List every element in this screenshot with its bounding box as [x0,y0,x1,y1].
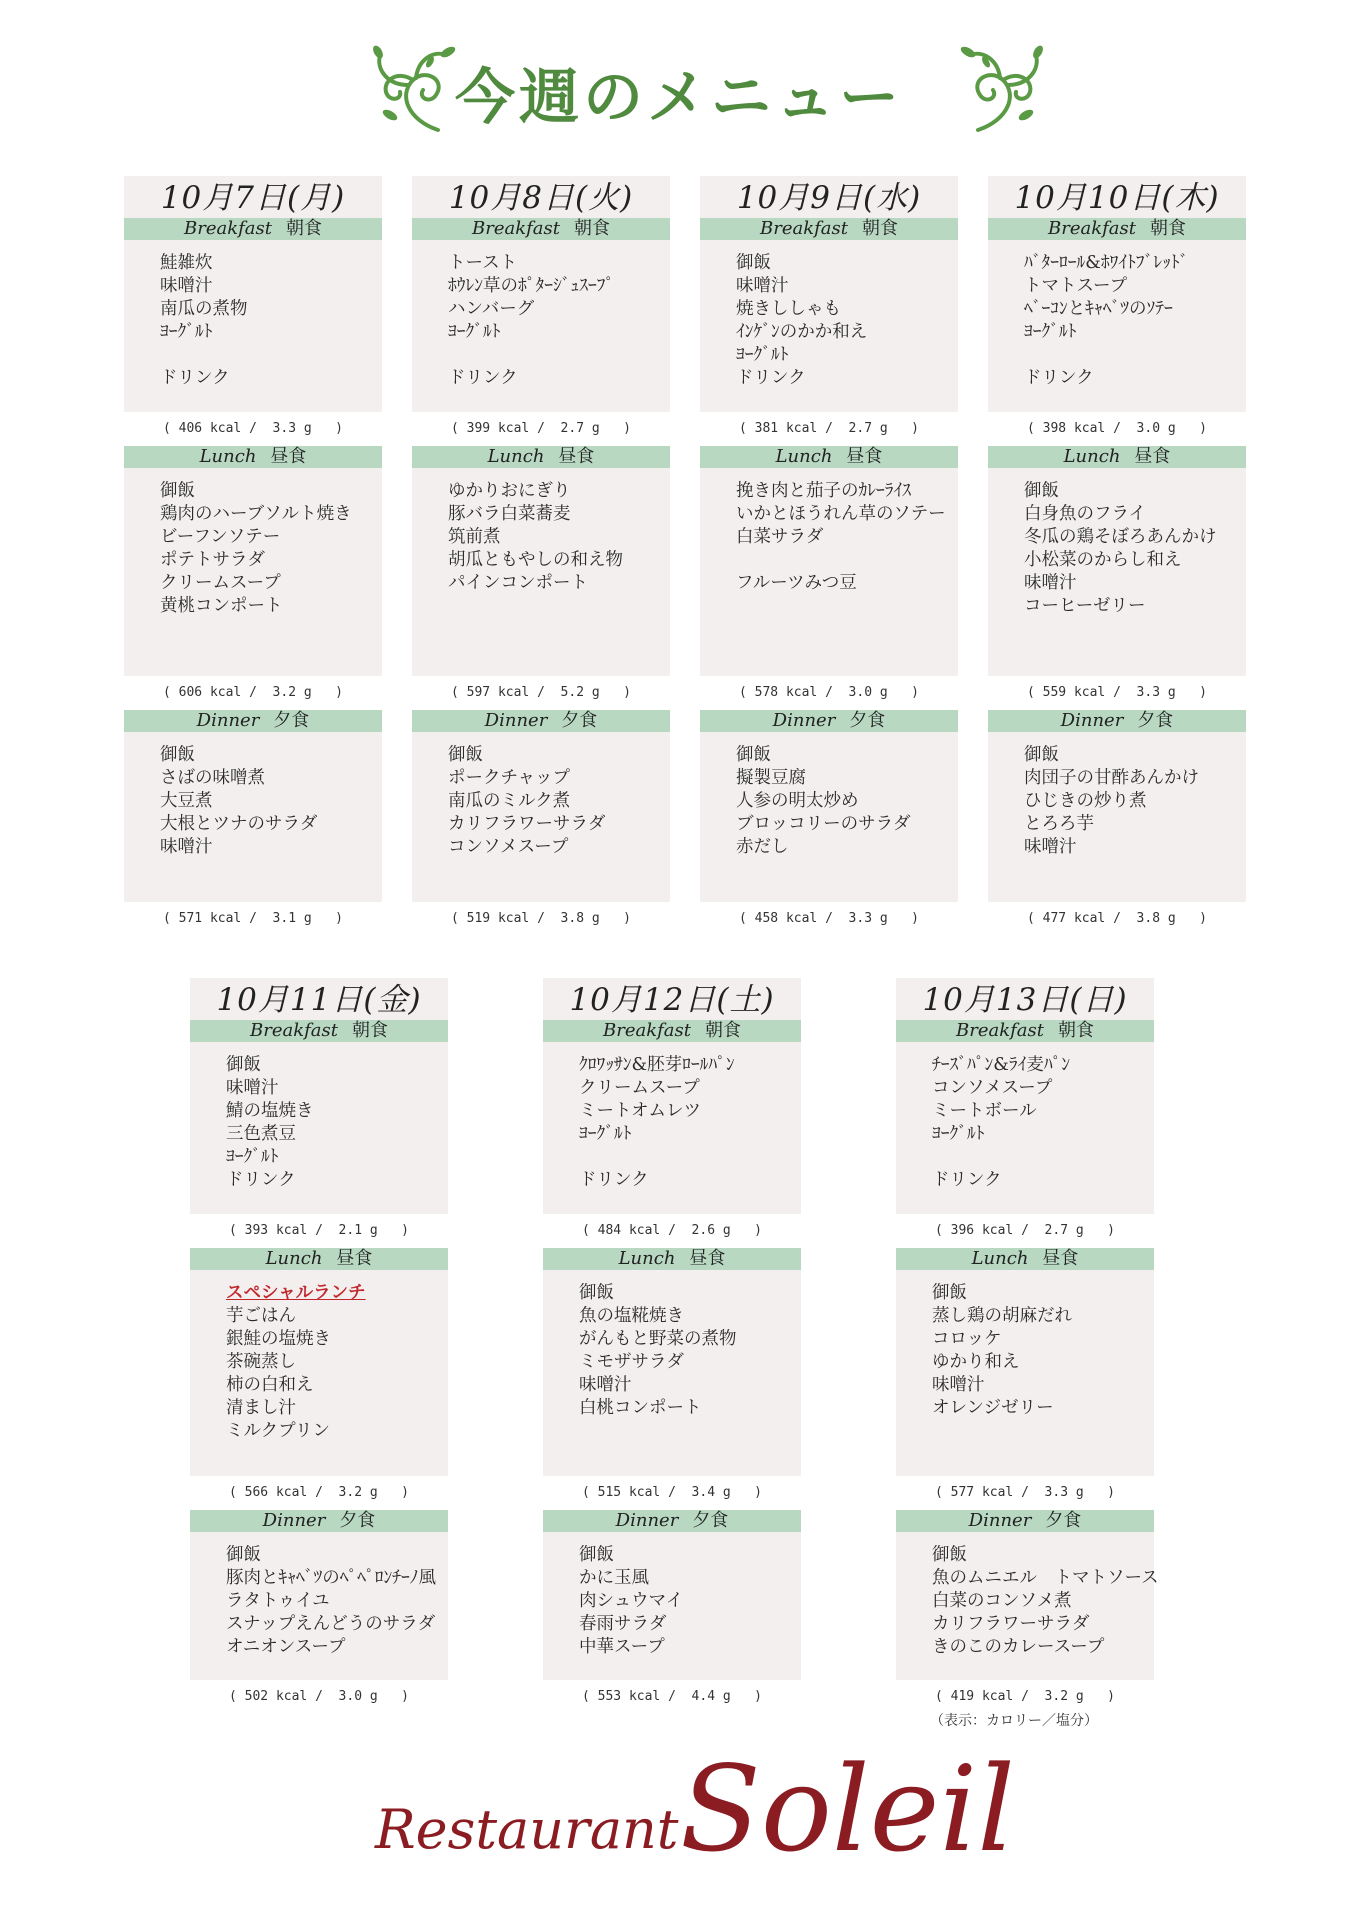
meal-label-jp: 夕食 [339,1510,376,1531]
day-date: 10月9日(水) [700,176,958,218]
lunch-items [190,1270,448,1476]
breakfast-items [412,240,670,412]
breakfast-nutrition: ( 406 kcal / 3.3 g ) [162,421,343,436]
menu-item: 御飯 [736,253,771,273]
day-date: 10月11日(金) [190,978,448,1020]
menu-item: 芋ごはん [226,1306,296,1326]
meal-label-en: Dinner [1060,710,1124,731]
menu-spacer [160,344,382,367]
day-date: 10月13日(日) [896,978,1154,1020]
meal-label-en: Lunch [265,1248,323,1269]
menu-item: パインコンポート [448,573,588,593]
menu-item: 大豆煮 [160,791,213,811]
meal-label-jp: 昼食 [1134,446,1171,467]
menu-item: 御飯 [932,1283,967,1303]
lunch-items [896,1270,1154,1476]
menu-item: 三色煮豆 [226,1124,296,1144]
menu-item: 味噌汁 [160,837,213,857]
meal-label-jp: 夕食 [561,710,598,731]
breakfast-nutrition: ( 398 kcal / 3.0 g ) [1026,421,1207,436]
menu-item: かに玉風 [579,1568,649,1588]
dinner-header [412,710,670,732]
menu-item: ｸﾛﾜｯｻﾝ&胚芽ﾛｰﾙﾊﾟﾝ [579,1055,735,1075]
dinner-header [190,1510,448,1532]
menu-item: 味噌汁 [736,276,789,296]
dinner-nutrition: ( 502 kcal / 3.0 g ) [228,1689,409,1704]
menu-item: とろろ芋 [1024,814,1094,834]
menu-spacer [736,549,958,572]
menu-item: ドリンク [226,1170,296,1190]
menu-item: 味噌汁 [579,1375,632,1395]
menu-item: 御飯 [579,1283,614,1303]
breakfast-header [896,1020,1154,1042]
lunch-items [124,468,382,676]
day-card [412,176,670,936]
menu-item: コーヒーゼリー [1024,596,1146,616]
meal-label-jp: 昼食 [689,1248,726,1269]
breakfast-header [700,218,958,240]
menu-item: 擬製豆腐 [736,768,806,788]
meal-label-jp: 朝食 [352,1020,388,1041]
menu-item: 大根とツナのサラダ [160,814,318,834]
meal-label-jp: 夕食 [692,1510,729,1531]
breakfast-items [124,240,382,412]
lunch-nutrition: ( 606 kcal / 3.2 g ) [162,685,343,700]
menu-item: コンソメスープ [932,1078,1053,1098]
lunch-items [988,468,1246,676]
breakfast-items [988,240,1246,412]
breakfast-header [412,218,670,240]
meal-label-en: Dinner [196,710,260,731]
menu-item: ドリンク [932,1170,1002,1190]
day-card [190,978,448,1714]
menu-item: 銀鮭の塩焼き [226,1329,331,1349]
lunch-header [124,446,382,468]
day-date: 10月10日(木) [988,176,1246,218]
breakfast-items [543,1042,801,1214]
menu-item: 胡瓜ともやしの和え物 [448,550,623,570]
menu-item: トースト [448,253,518,273]
dinner-items [543,1532,801,1680]
menu-item: ｲﾝｹﾞﾝのかか和え [736,322,868,342]
menu-item: ラタトゥイユ [226,1591,330,1611]
menu-item: 御飯 [579,1545,614,1565]
menu-item: 鮭雑炊 [160,253,213,273]
menu-item: 柿の白和え [226,1375,314,1395]
meal-label-en: Dinner [615,1510,679,1531]
menu-item: オレンジゼリー [932,1398,1054,1418]
menu-item: ポテトサラダ [160,550,265,570]
lunch-items [543,1270,801,1476]
menu-spacer [579,1146,801,1169]
dinner-nutrition: ( 553 kcal / 4.4 g ) [581,1689,762,1704]
menu-item: フルーツみつ豆 [736,573,857,593]
menu-item: カリフラワーサラダ [448,814,606,834]
dinner-nutrition: ( 519 kcal / 3.8 g ) [450,911,631,926]
day-card [124,176,382,936]
menu-item: ブロッコリーのサラダ [736,814,911,834]
menu-item: クリームスープ [579,1078,700,1098]
dinner-nutrition: ( 419 kcal / 3.2 g ) [934,1689,1115,1704]
menu-item: 白菜サラダ [736,527,824,547]
menu-item: 御飯 [448,745,483,765]
day-card [988,176,1246,936]
dinner-items [412,732,670,902]
menu-spacer [932,1146,1154,1169]
menu-spacer [1024,344,1246,367]
lunch-header [988,446,1246,468]
breakfast-nutrition: ( 381 kcal / 2.7 g ) [738,421,919,436]
lunch-nutrition: ( 515 kcal / 3.4 g ) [581,1485,762,1500]
brand-line2: Soleil [680,1740,1015,1878]
lunch-header [700,446,958,468]
dinner-items [988,732,1246,902]
menu-item: 鯖の塩焼き [226,1101,314,1121]
menu-item: ﾖｰｸﾞﾙﾄ [579,1124,632,1144]
dinner-nutrition: ( 477 kcal / 3.8 g ) [1026,911,1207,926]
meal-label-en: Lunch [199,446,257,467]
breakfast-items [190,1042,448,1214]
meal-label-en: Breakfast [603,1020,691,1041]
meal-label-en: Dinner [484,710,548,731]
menu-item: 人参の明太炒め [736,791,859,811]
menu-item: オニオンスープ [226,1637,346,1657]
menu-item: きのこのカレースープ [932,1637,1105,1657]
menu-item: クリームスープ [160,573,281,593]
menu-item: スナップえんどうのサラダ [226,1614,436,1634]
page-title: 今週のメニュー [455,63,903,133]
day-date: 10月12日(土) [543,978,801,1020]
day-date: 10月8日(火) [412,176,670,218]
legend-note: （表示：カロリー／塩分） [930,1713,1098,1729]
menu-item: 豚バラ白菜蕎麦 [448,504,571,524]
meal-label-jp: 夕食 [273,710,310,731]
menu-item: ミートボール [932,1101,1037,1121]
meal-label-jp: 昼食 [558,446,595,467]
menu-item: ﾖｰｸﾞﾙﾄ [226,1147,279,1167]
meal-label-jp: 朝食 [862,218,898,239]
meal-label-en: Lunch [1063,446,1121,467]
meal-label-jp: 朝食 [1058,1020,1094,1041]
dinner-items [124,732,382,902]
breakfast-items [700,240,958,412]
meal-label-jp: 夕食 [1045,1510,1082,1531]
menu-item: コロッケ [932,1329,1002,1349]
meal-label-en: Breakfast [1048,218,1136,239]
menu-item: 筑前煮 [448,527,501,547]
meal-label-en: Breakfast [472,218,560,239]
menu-item: 御飯 [932,1545,967,1565]
menu-item: 肉団子の甘酢あんかけ [1024,768,1199,788]
menu-item: 白身魚のフライ [1024,504,1146,524]
lunch-nutrition: ( 578 kcal / 3.0 g ) [738,685,919,700]
dinner-header [988,710,1246,732]
menu-item: ドリンク [1024,368,1094,388]
menu-item: 茶碗蒸し [226,1352,296,1372]
menu-item: 味噌汁 [1024,837,1077,857]
breakfast-header [543,1020,801,1042]
meal-label-jp: 朝食 [705,1020,741,1041]
menu-item: 挽き肉と茄子のｶﾚｰﾗｲｽ [736,481,911,501]
menu-item: 中華スープ [579,1637,665,1657]
meal-label-en: Lunch [487,446,545,467]
menu-item: 魚の塩糀焼き [579,1306,684,1326]
menu-item: 御飯 [1024,745,1059,765]
meal-label-en: Dinner [262,1510,326,1531]
breakfast-nutrition: ( 393 kcal / 2.1 g ) [228,1223,409,1238]
meal-label-jp: 朝食 [574,218,610,239]
menu-item: 味噌汁 [932,1375,985,1395]
dinner-header [896,1510,1154,1532]
restaurant-logo [0,1740,1358,1900]
menu-item: ドリンク [579,1170,649,1190]
day-card [896,978,1159,1714]
lunch-nutrition: ( 566 kcal / 3.2 g ) [228,1485,409,1500]
menu-item: 御飯 [160,481,195,501]
menu-item: 白菜のコンソメ煮 [932,1591,1072,1611]
menu-item: ビーフンソテー [160,527,281,547]
lunch-items [700,468,958,676]
menu-item: コンソメスープ [448,837,569,857]
menu-spacer [448,344,670,367]
day-date: 10月7日(月) [124,176,382,218]
menu-item: 赤だし [736,837,789,857]
menu-item: 御飯 [1024,481,1059,501]
meal-label-en: Breakfast [250,1020,338,1041]
menu-item: ドリンク [160,368,230,388]
header [0,40,1358,150]
lunch-nutrition: ( 597 kcal / 5.2 g ) [450,685,631,700]
meal-label-jp: 朝食 [1150,218,1186,239]
menu-item: ﾖｰｸﾞﾙﾄ [160,322,213,342]
dinner-header [543,1510,801,1532]
meal-label-en: Breakfast [760,218,848,239]
menu-item: ドリンク [736,368,806,388]
meal-label-en: Lunch [618,1248,676,1269]
breakfast-nutrition: ( 399 kcal / 2.7 g ) [450,421,631,436]
menu-item: ﾖｰｸﾞﾙﾄ [932,1124,985,1144]
dinner-nutrition: ( 571 kcal / 3.1 g ) [162,911,343,926]
menu-item: ミルクプリン [226,1421,330,1441]
menu-item: 南瓜のミルク煮 [448,791,571,811]
lunch-nutrition: ( 577 kcal / 3.3 g ) [934,1485,1115,1500]
menu-item: ひじきの炒り煮 [1024,791,1147,811]
menu-item: ミモザサラダ [579,1352,684,1372]
menu-item: ﾁｰｽﾞﾊﾟﾝ&ﾗｲ麦ﾊﾟﾝ [932,1055,1071,1075]
menu-item: ﾎｳﾚﾝ草のﾎﾟﾀｰｼﾞｭｽｰﾌﾟ [448,276,615,296]
menu-item: ハンバーグ [448,299,535,319]
meal-label-en: Dinner [968,1510,1032,1531]
meal-label-jp: 昼食 [336,1248,373,1269]
menu-item: ﾖｰｸﾞﾙﾄ [1024,322,1077,342]
menu-item: ﾖｰｸﾞﾙﾄ [448,322,501,342]
dinner-header [124,710,382,732]
menu-item: ﾍﾞｰｺﾝとｷｬﾍﾞﾂのｿﾃｰ [1024,299,1173,319]
meal-label-en: Breakfast [184,218,272,239]
lunch-header [412,446,670,468]
menu-item: 豚肉とｷｬﾍﾞﾂのﾍﾟﾍﾟﾛﾝﾁｰﾉ風 [226,1568,436,1588]
brand-line1: Restaurant [375,1798,679,1861]
dinner-items [896,1532,1159,1680]
menu-item: がんもと野菜の煮物 [579,1329,737,1349]
lunch-header [896,1248,1154,1270]
meal-label-en: Dinner [772,710,836,731]
meal-label-jp: 夕食 [849,710,886,731]
dinner-items [190,1532,448,1680]
menu-item: 御飯 [736,745,771,765]
menu-item: 御飯 [160,745,195,765]
menu-item: 御飯 [226,1545,261,1565]
menu-item: ﾊﾞﾀｰﾛｰﾙ&ﾎﾜｲﾄﾌﾞﾚｯﾄﾞ [1024,253,1189,273]
day-card [543,978,801,1714]
menu-item: ポークチャップ [448,768,570,788]
flourish-icon-right [958,40,1048,135]
menu-item: 冬瓜の鶏そぼろあんかけ [1024,527,1217,547]
menu-item: 蒸し鶏の胡麻だれ [932,1306,1072,1326]
meal-label-jp: 昼食 [1042,1248,1079,1269]
menu-item: 小松菜のからし和え [1024,550,1182,570]
menu-item: トマトスープ [1024,276,1128,296]
menu-item: 味噌汁 [226,1078,279,1098]
lunch-nutrition: ( 559 kcal / 3.3 g ) [1026,685,1207,700]
breakfast-header [190,1020,448,1042]
menu-item: 御飯 [226,1055,261,1075]
meal-label-jp: 昼食 [846,446,883,467]
meal-label-en: Lunch [971,1248,1029,1269]
menu-item: 魚のムニエル トマトソース [932,1568,1159,1588]
breakfast-header [124,218,382,240]
breakfast-header [988,218,1246,240]
breakfast-nutrition: ( 484 kcal / 2.6 g ) [581,1223,762,1238]
dinner-items [700,732,958,902]
dinner-nutrition: ( 458 kcal / 3.3 g ) [738,911,919,926]
menu-item: いかとほうれん草のソテー [736,504,946,524]
lunch-header [543,1248,801,1270]
menu-item: 南瓜の煮物 [160,299,248,319]
menu-item: 焼きししゃも [736,299,841,319]
menu-item: 黄桃コンポート [160,596,283,616]
day-card [700,176,958,936]
menu-item: カリフラワーサラダ [932,1614,1090,1634]
menu-item: さばの味噌煮 [160,768,265,788]
menu-item: 味噌汁 [1024,573,1077,593]
menu-item: ドリンク [448,368,518,388]
menu-item: 清まし汁 [226,1398,296,1418]
dinner-header [700,710,958,732]
menu-item: ミートオムレツ [579,1101,701,1121]
meal-label-jp: 昼食 [270,446,307,467]
meal-label-en: Lunch [775,446,833,467]
menu-item: 白桃コンポート [579,1398,702,1418]
lunch-header [190,1248,448,1270]
meal-label-jp: 夕食 [1137,710,1174,731]
menu-item: ﾖｰｸﾞﾙﾄ [736,345,789,365]
special-lunch-label: スペシャルランチ [226,1283,366,1303]
menu-item: 肉シュウマイ [579,1591,684,1611]
menu-item: 味噌汁 [160,276,213,296]
meal-label-en: Breakfast [956,1020,1044,1041]
breakfast-nutrition: ( 396 kcal / 2.7 g ) [934,1223,1115,1238]
lunch-items [412,468,670,676]
menu-item: ゆかり和え [932,1352,1020,1372]
meal-label-jp: 朝食 [286,218,322,239]
menu-item: 鶏肉のハーブソルト焼き [160,504,352,524]
menu-item: 春雨サラダ [579,1614,667,1634]
breakfast-items [896,1042,1154,1214]
menu-item: ゆかりおにぎり [448,481,571,501]
